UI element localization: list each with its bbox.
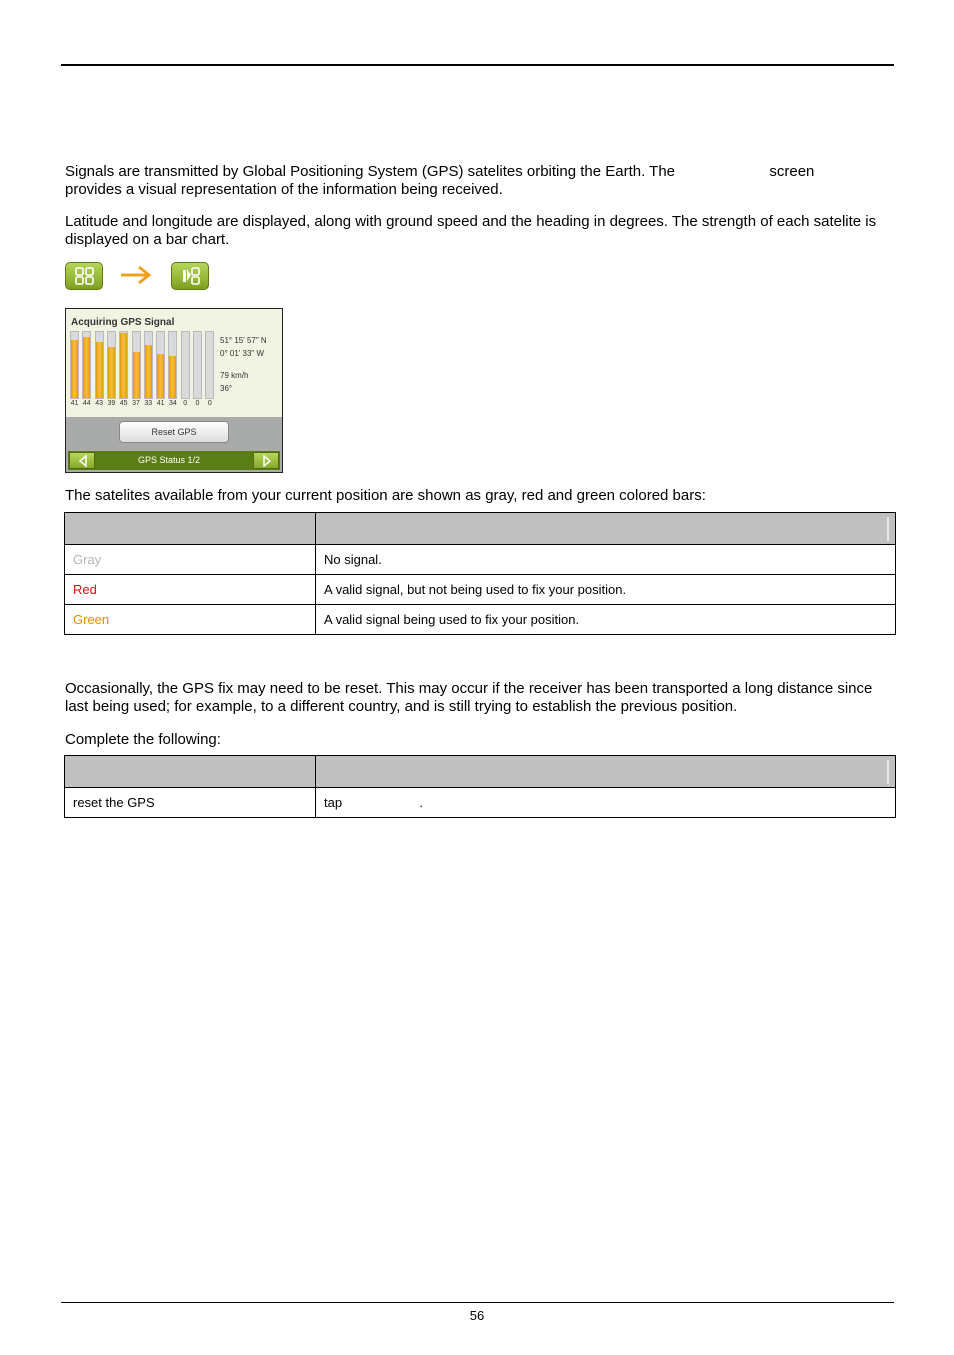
device-bottom-panel (66, 417, 282, 472)
satellite-bar-fill (133, 352, 140, 398)
satellite-bar (156, 331, 165, 399)
satellite-bar-fill (71, 340, 78, 398)
satellite-bar-fill (96, 342, 103, 398)
satellite-bar (82, 331, 91, 399)
satellite-bar-label: 34 (168, 400, 177, 407)
satellite-bar-fill (145, 345, 152, 398)
heading-readout: 36° (220, 384, 233, 393)
table-row (65, 575, 896, 605)
reset-gps-paragraph: Occasionally, the GPS fix may need to be reset. This may occur if the receiver has been transported a long distance since last being used; for example, to a different country, and is still trying to establish the previous position. (65, 680, 873, 715)
footer-rule (61, 1302, 894, 1303)
satellite-bar-label: 41 (70, 400, 79, 407)
instruction-cell (316, 788, 896, 818)
satellite-bar (119, 331, 128, 399)
satellite-bar-label: 0 (207, 400, 212, 407)
chevron-right-icon (261, 455, 273, 467)
color-name-green: Green (65, 605, 316, 635)
intro-text-b: screen (769, 163, 815, 180)
reset-gps-table (64, 755, 896, 818)
satellite-bar (181, 331, 190, 399)
intro-text-a: Signals are transmitted by Global Positioning System (GPS) satelites orbiting the Earth. The (65, 163, 676, 180)
table-row (65, 788, 896, 818)
page-number: 56 (469, 1308, 485, 1323)
chevron-left-icon (77, 455, 89, 467)
satellite-bar-label: 0 (183, 400, 188, 407)
next-button[interactable] (253, 452, 279, 469)
status-label: GPS Status 1/2 (138, 455, 201, 465)
header-rule (61, 64, 894, 66)
satellite-bar (70, 331, 79, 399)
status-bar (68, 451, 280, 470)
satellite-bar-fill (169, 356, 176, 398)
color-name-red: Red (65, 575, 316, 605)
instruction-end: . (419, 795, 423, 810)
table-header-row (65, 756, 896, 788)
satellite-bar-label: 45 (119, 400, 128, 407)
tap-text: tap (324, 795, 343, 810)
satellite-bar-label: 39 (107, 400, 116, 407)
speed-readout: 79 km/h (220, 371, 249, 380)
intro-paragraph-2: Latitude and longitude are displayed, along with ground speed and the heading in degrees. The strength of each satelite is displayed on a bar chart. (65, 213, 877, 248)
gps-status-icon (171, 262, 209, 290)
satellite-colors-paragraph: The satelites available from your current position are shown as gray, red and green colored bars: (65, 487, 706, 504)
satellite-bar (168, 331, 177, 399)
intro-paragraph-1 (65, 163, 895, 199)
longitude-readout: 0° 01' 33" W (220, 349, 265, 358)
satellite-bar-label: 43 (95, 400, 103, 407)
satellite-bar-label: 33 (144, 400, 153, 407)
satellite-bar (144, 331, 153, 399)
satellite-bar-chart (70, 331, 218, 399)
action-cell: reset the GPS (65, 788, 316, 818)
table-row (65, 545, 896, 575)
satellite-bar-label: 44 (82, 400, 91, 407)
reset-gps-button[interactable]: Reset GPS (119, 421, 229, 443)
color-description: A valid signal, but not being used to fix your position. (316, 575, 896, 605)
satellite-bar-label: 0 (195, 400, 200, 407)
satellite-bar-label: 37 (132, 400, 140, 407)
previous-button[interactable] (69, 452, 95, 469)
gps-status-screenshot (65, 308, 283, 473)
color-description: A valid signal being used to fix your position. (316, 605, 896, 635)
complete-following-text: Complete the following: (65, 731, 221, 748)
color-name-gray: Gray (65, 545, 316, 575)
satellite-labels (70, 400, 220, 410)
table-header-row (65, 513, 896, 545)
satellite-bar-fill (83, 337, 90, 398)
intro-text-c: provides a visual representation of the information being received. (65, 181, 503, 198)
latitude-readout: 51° 15' 57" N (220, 336, 267, 345)
satellite-bar (132, 331, 141, 399)
satellite-bar (95, 331, 104, 399)
satellite-bar-fill (108, 347, 115, 398)
color-description: No signal. (316, 545, 896, 575)
satellite-bar (193, 331, 202, 399)
main-menu-icon (65, 262, 103, 290)
satellite-bar (107, 331, 116, 399)
satellite-bar-fill (157, 354, 164, 398)
table-row (65, 605, 896, 635)
satellite-color-table (64, 512, 896, 635)
satellite-bar (205, 331, 214, 399)
device-title: Acquiring GPS Signal (71, 317, 175, 328)
satellite-bar-fill (120, 333, 127, 398)
arrow-right-icon (119, 264, 153, 286)
satellite-bar-label: 41 (156, 400, 165, 407)
